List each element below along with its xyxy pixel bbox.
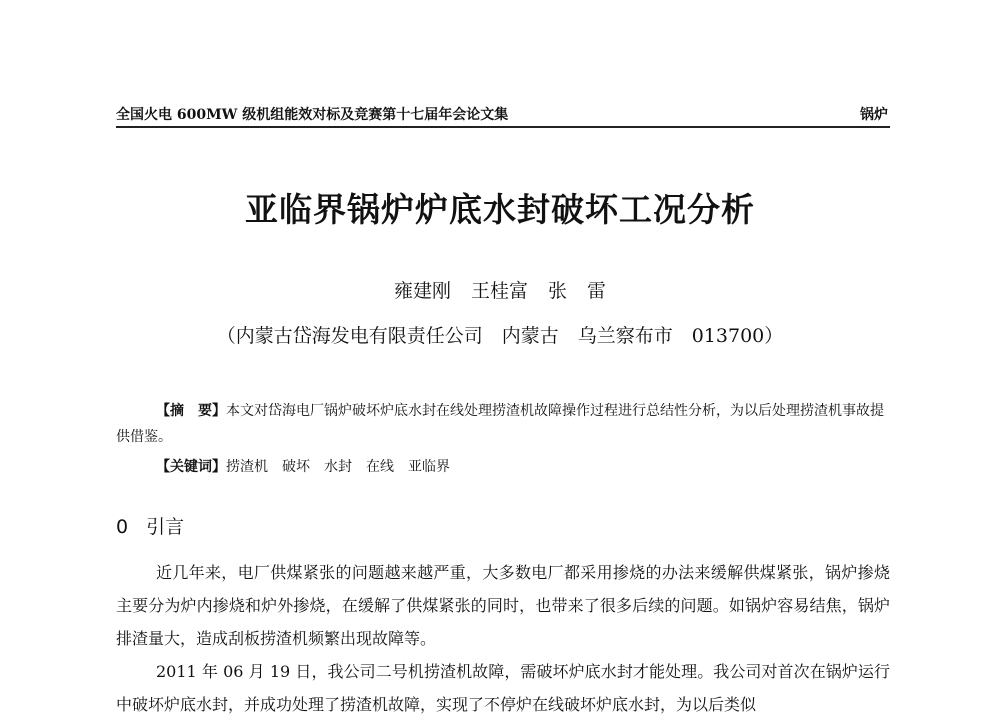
section-number: 0 — [116, 516, 129, 538]
keywords-label: 【关键词】 — [156, 459, 226, 475]
abstract-text: 本文对岱海电厂锅炉破坏炉底水封在线处理捞渣机故障操作过程进行总结性分析，为以后处理捞渣机事故提供借鉴。 — [116, 403, 884, 445]
paragraph: 近几年来，电厂供煤紧张的问题越来越严重，大多数电厂都采用掺烧的办法来缓解供煤紧张，锅炉掺烧主要分为炉内掺烧和炉外掺烧，在缓解了供煤紧张的同时，也带来了很多后续的问题。如锅炉容易结焦，锅炉排渣量大，造成刮板捞渣机频繁出现故障等。 — [116, 563, 890, 648]
section-title: 引言 — [146, 516, 185, 538]
affiliation: （内蒙古岱海发电有限责任公司 内蒙古 乌兰察布市 013700） — [216, 325, 784, 347]
paper-title: 亚临界锅炉炉底水封破坏工况分析 — [245, 190, 755, 229]
abstract — [116, 398, 890, 450]
section-category: 锅炉 — [860, 107, 888, 123]
keywords — [156, 454, 890, 480]
proceedings-title: 全国火电 600MW 级机组能效对标及竞赛第十七届年会论文集 — [116, 107, 509, 123]
authors: 雍建刚 王桂富 张 雷 — [393, 280, 607, 302]
running-header — [116, 100, 890, 128]
keywords-text: 捞渣机 破坏 水封 在线 亚临界 — [226, 459, 450, 475]
abstract-label: 【摘 要】 — [156, 403, 226, 419]
body-text — [116, 556, 890, 721]
section-heading — [116, 512, 184, 539]
paragraph: 2011 年 06 月 19 日，我公司二号机捞渣机故障，需破坏炉底水封才能处理。我公司对首次在锅炉运行中破坏炉底水封，并成功处理了捞渣机故障，实现了不停炉在线破坏炉底水封，为以后类似 — [116, 662, 890, 714]
